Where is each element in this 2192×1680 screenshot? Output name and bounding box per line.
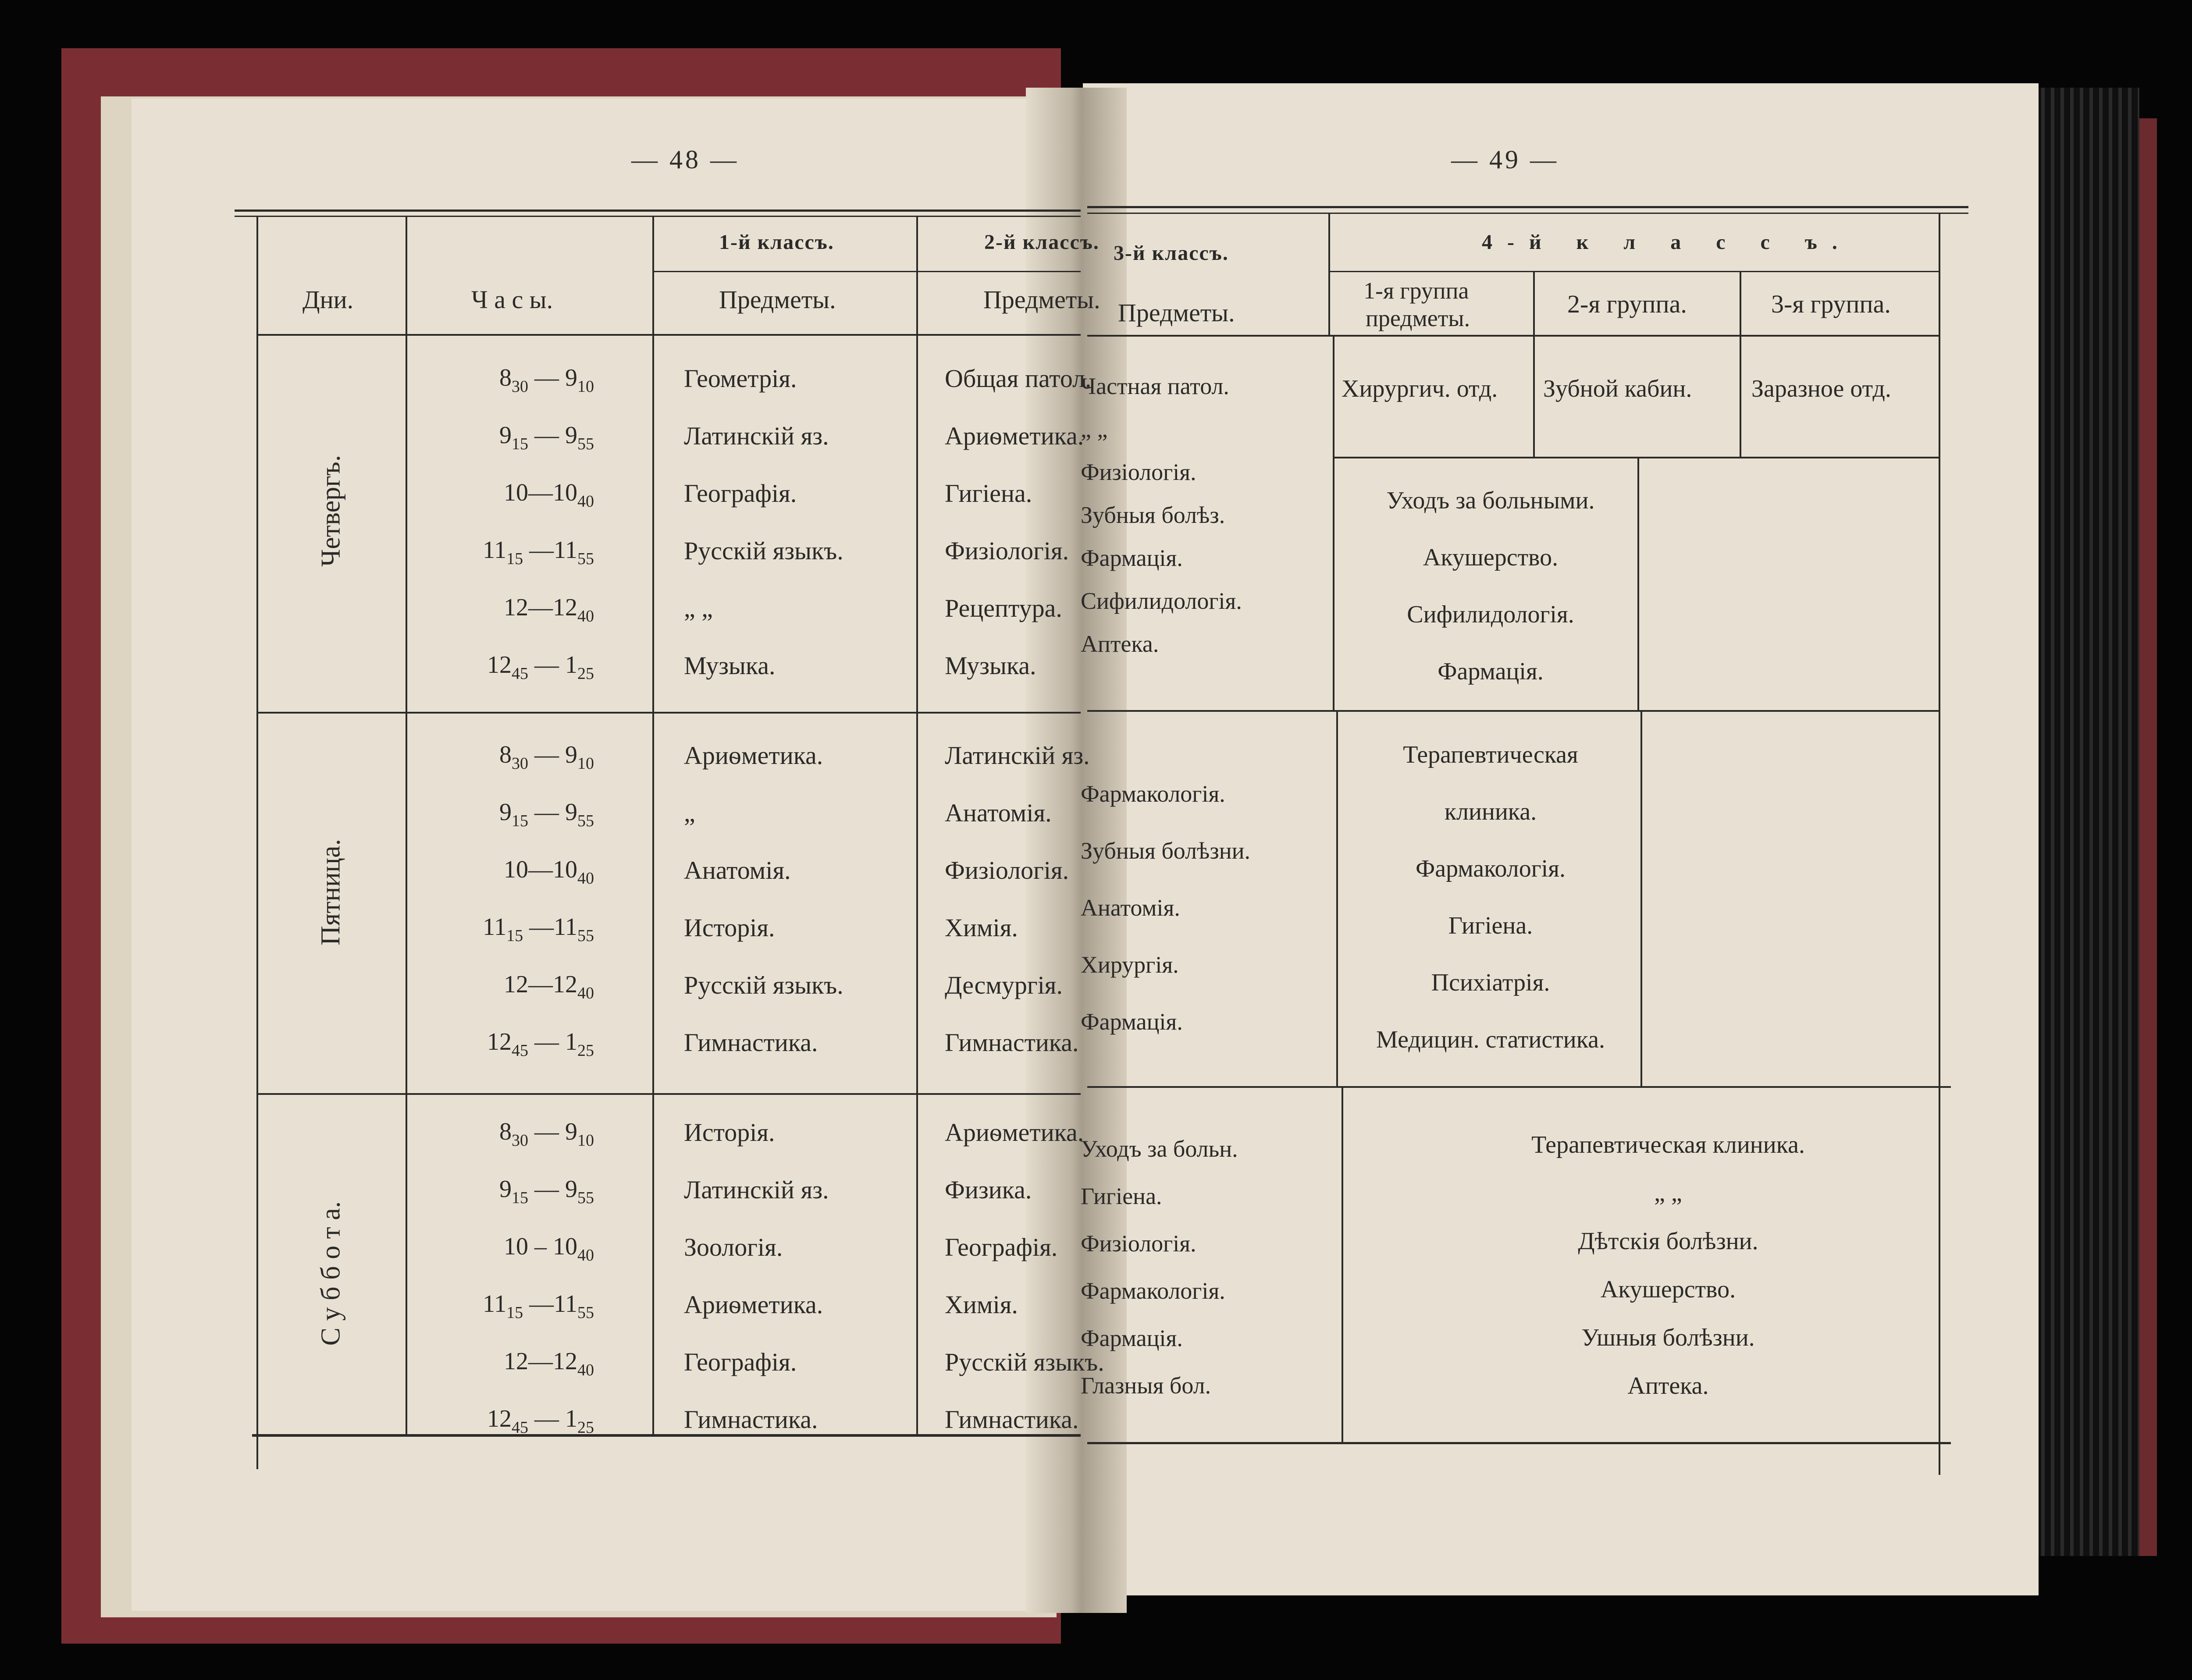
class3-subject: Сифилидологія. [1081,588,1242,614]
hour-range: $12_{45}$ — $1_{25}$ [487,1028,594,1060]
class2-subject: Гимнастика. [945,1405,1079,1434]
class1-subject: Ариѳметика. [684,1290,823,1319]
class3-column-clip [1081,368,1328,701]
class2-subject: Русскій языкъ. [945,1348,1104,1376]
col-divider-hours [406,216,407,1434]
hour-range: $10 - 10_{40}$ [504,1233,594,1264]
class1-subject: Латинскій яз. [684,1176,829,1204]
class3-subject: Уходъ за больн. [1081,1136,1238,1162]
class3-subject: Фармація. [1081,1325,1183,1351]
class1-subject: Зоологія. [684,1233,783,1261]
class3-subject: Фармація. [1081,545,1183,571]
hour-range: $12—12_{40}$ [504,971,594,1002]
class2-subject: Химія. [945,1290,1018,1319]
class2-subject: Физіологія. [945,536,1069,565]
class2-subject: Гигіена. [945,479,1032,508]
header-class2-subjects: Предметы. [983,285,1100,314]
class1-subject: Русскій языкъ. [684,536,843,565]
hour-range: $10—10_{40}$ [504,479,594,511]
class1-subject: Анатомія. [684,856,791,884]
header-group1-line1: 1-я группа [1363,277,1469,304]
class3-subject: Глазныя бол. [1081,1372,1211,1399]
class4-subject: Фармакологія. [1415,855,1566,882]
class1-subject: Исторія. [684,1118,775,1147]
col-divider-class3-r3 [1342,1086,1343,1442]
hour-range: $9_{15}$ — $9_{55}$ [499,799,594,830]
class4-subject: Медицин. статистика. [1376,1026,1605,1053]
class2-subject: Химія. [945,913,1018,942]
class4-subject: Гигіена. [1448,912,1533,939]
hour-range: $8_{30}$ — $9_{10}$ [499,364,594,396]
class2-subject: Географія. [945,1233,1058,1261]
class4-subject: Сифилидологія. [1407,601,1574,628]
class2-subject: Физика. [945,1176,1032,1204]
col-divider-class3-r1 [1333,335,1334,712]
class4-subject: клиника. [1444,798,1537,825]
hour-range: $9_{15}$ — $9_{55}$ [499,422,594,453]
header-group1-line2: предметы. [1366,305,1470,331]
class4-subject: Дѣтскія болѣзни. [1578,1228,1758,1255]
class4-subject: Ушныя болѣзни. [1581,1324,1755,1351]
class3-subject: Хирургія. [1081,952,1179,978]
class2-subject: Ариѳметика. [945,422,1084,450]
day-name: Четвергъ. [316,455,346,567]
class4-header-rule [1328,271,1940,272]
table-top-rule-left [235,210,1081,212]
class4-group-subject: Хирургич. отд. [1342,375,1498,402]
class3-subject: Фармакологія. [1081,1278,1225,1304]
class4-subject: Акушерство. [1600,1276,1736,1303]
hour-range: $12—12_{40}$ [504,594,594,625]
hour-range: $8_{30}$ — $9_{10}$ [499,741,594,773]
class4-subject: Психіатрія. [1431,969,1550,996]
class1-subject: „ „ [684,594,713,622]
col-divider-class3-header [1328,213,1330,335]
day-divider-left-2 [256,1093,1081,1095]
class1-subject: Латинскій яз. [684,422,829,450]
table-left-border [256,216,258,1469]
header-group2: 2-я группа. [1567,290,1687,318]
header-days: Дни. [302,285,354,314]
class2-subject: Рецептура. [945,594,1062,622]
class1-subject: Гимнастика. [684,1405,818,1434]
col-divider-class1 [652,216,654,1434]
hour-range: $12_{45}$ — $1_{25}$ [487,1405,594,1437]
class4-subject: Фармація. [1438,658,1544,685]
class2-subject: Латинскій яз. [945,741,1090,770]
col-divider-4b [1640,710,1642,1087]
class1-subject: Ариѳметика. [684,741,823,770]
col-divider-group2 [1533,272,1535,458]
class1-subject: Географія. [684,479,797,508]
class4-group-subject: Заразное отд. [1751,375,1891,402]
class4-subject: Аптека. [1627,1372,1709,1399]
group-row-rule [1333,457,1940,458]
class4-subject: Терапевтическая клиника. [1531,1131,1805,1158]
header-class3-subjects: Предметы. [1118,298,1235,327]
class1-subject: Исторія. [684,913,775,942]
table-top-rule-right [1087,206,1968,208]
hour-range: $12—12_{40}$ [504,1348,594,1379]
class1-subject: „ [684,799,695,827]
class2-subject: Ариѳметика. [945,1118,1084,1147]
table-top-rule-left-2 [235,216,1081,217]
class3-subject: Физіологія. [1081,459,1196,485]
class3-subject: Фармакологія. [1081,781,1225,807]
header-hours: Ч а с ы. [471,285,553,314]
class3-subject: Зубныя болѣзни. [1081,838,1250,864]
class2-subject: Физіологія. [945,856,1069,884]
hour-range: $11_{15}$ $—11_{55}$ [483,536,594,568]
col-divider-class2 [916,216,918,1434]
day-name: Пятница. [316,839,346,945]
header-class1-subjects: Предметы. [719,285,836,314]
col-divider-group3 [1740,272,1741,458]
book-page-edges [2025,88,2139,1556]
day-divider-right-1 [1087,710,1940,712]
day-name: С у б б о т а. [316,1201,346,1346]
class2-subject: Гимнастика. [945,1028,1079,1057]
page-number-49: — 49 — [1451,145,1559,174]
class2-subject: Общая патол. [945,364,1092,393]
class1-subject: Геометрія. [684,364,797,393]
header-class3: 3-й классъ. [1114,242,1229,265]
class2-subject: Десмургія. [945,971,1063,999]
class2-column-clip [918,359,1094,713]
header-group3: 3-я группа. [1771,290,1891,318]
header-class2: 2-й классъ. [984,231,1100,254]
col-divider-4a [1637,457,1639,710]
class3-subject: Гигіена. [1081,1183,1162,1209]
header-class4: 4-й к л а с с ъ. [1482,231,1852,254]
class3-subject: Фармація. [1081,1009,1183,1035]
header-bottom-rule-left [256,334,1081,336]
class3-subject: Частная патол. [1081,373,1229,399]
class4-subject: Терапевтическая [1403,741,1578,768]
class1-subject: Гимнастика. [684,1028,818,1057]
hour-range: $12_{45}$ — $1_{25}$ [487,651,594,683]
class3-subject: Анатомія. [1081,895,1180,921]
class1-subject: Музыка. [684,651,776,680]
class2-subject: Музыка. [945,651,1036,680]
header-class1: 1-й классъ. [719,231,834,254]
class3-subject: Аптека. [1081,631,1159,657]
class1-subject: Географія. [684,1348,797,1376]
class3-column-clip [1081,776,1328,1109]
hour-range: $8_{30}$ — $9_{10}$ [499,1118,594,1150]
page-number-48: — 48 — [631,145,739,174]
class4-subject: Акушерство. [1423,544,1559,571]
class4-group-subject: Зубной кабин. [1543,375,1692,402]
hour-range: $11_{15}$ $—11_{55}$ [483,913,594,945]
class2-column-clip [918,1113,1104,1467]
class3-subject: Зубныя болѣз. [1081,502,1225,528]
table-top-rule-right-2 [1087,213,1968,214]
class2-subject: Анатомія. [945,799,1052,827]
col-divider-class3-r2 [1336,710,1338,1087]
class1-subject: Русскій языкъ. [684,971,843,999]
class3-column-clip [1081,1131,1328,1464]
table-right-border [1939,213,1940,1475]
hour-range: $10—10_{40}$ [504,856,594,888]
class4-subject: Уходъ за больными. [1386,487,1595,514]
class3-subject: „ „ [1081,416,1108,442]
class2-column-clip [918,736,1094,1090]
header-bottom-rule-right [1087,335,1940,337]
hour-range: $9_{15}$ — $9_{55}$ [499,1176,594,1207]
hour-range: $11_{15}$ $—11_{55}$ [483,1290,594,1322]
class2-header-clip [918,219,1100,333]
class3-subject: Физіологія. [1081,1230,1196,1257]
class4-subject: „ „ [1654,1179,1682,1207]
